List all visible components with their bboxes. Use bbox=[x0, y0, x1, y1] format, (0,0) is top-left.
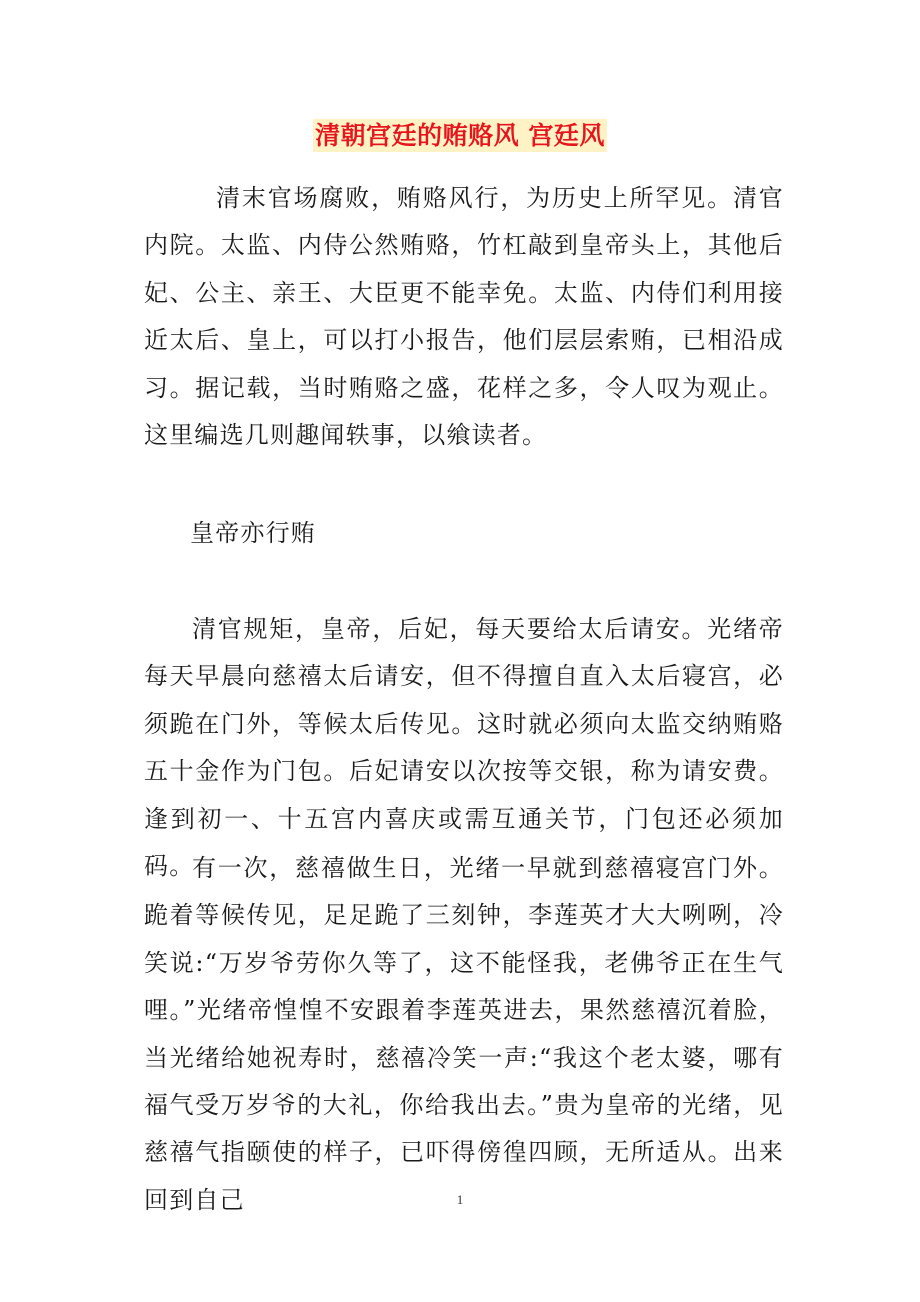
document-title: 清朝宫廷的贿赂风 宫廷风 bbox=[315, 121, 605, 150]
section-heading: 皇帝亦行贿 bbox=[190, 519, 316, 547]
body-paragraph-2: 清官规矩，皇帝，后妃，每天要给太后请安。光绪帝每天早晨向慈禧太后请安，但不得擅自直入太后寝宫，必须跪在门外，等候太后传见。这时就必须向太监交纳贿赂五十金作为门包。后妃请安以次按等交银，称为请安费。逢到初一、十五宫内喜庆或需互通关节，门包还必须加码。 bbox=[144, 615, 784, 881]
body-paragraph-3: 有一次，慈禧做生日，光绪一早就到慈禧寝宫门外。跪着等候传见，足足跪了三刻钟，李莲英才大大咧咧，冷笑说:“万岁爷劳你久等了，这不能怪我，老佛爷正在生气哩。”光绪帝惶惶不安跟着李莲英进去，果然慈禧沉着脸，当光绪给她祝寿时，慈禧冷笑一声:“我这个老太婆，哪有福气受万岁爷的大礼，你给我出去。”贵为皇帝的光绪，见慈禧气指颐使的样子，已吓得傍徨四顾，无所适从。出来回到自己 bbox=[144, 854, 784, 1214]
document-title-container bbox=[0, 116, 920, 159]
page-number: 1 bbox=[456, 1192, 464, 1207]
intro-paragraph: 清末官场腐败，贿赂风行，为历史上所罕见。清官内院。太监、内侍公然贿赂，竹杠敲到皇帝头上，其他后妃、公主、亲王、大臣更不能幸免。太监、内侍们利用接近太后、皇上，可以打小报告，他们层层索贿，已相沿成习。据记载，当时贿赂之盛，花样之多，令人叹为观止。这里编选几则趣闻轶事，以飨读者。 bbox=[144, 184, 784, 450]
